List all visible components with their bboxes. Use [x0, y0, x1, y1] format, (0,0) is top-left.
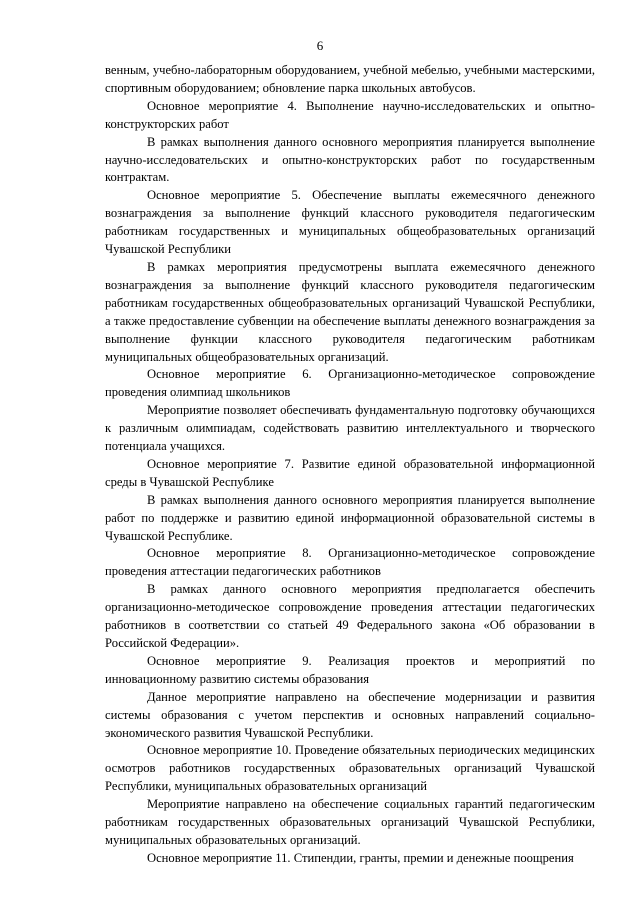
- activity-heading-4: Основное мероприятие 4. Выполнение научно-исследовательских и опытно-конструкторских работ: [105, 98, 595, 131]
- activity-description-7: В рамках выполнения данного основного мероприятия планируется выполнение работ по поддержке и развитию единой информационной образовательной системы в Чувашской Республике.: [105, 492, 595, 543]
- activity-description-4: В рамках выполнения данного основного мероприятия планируется выполнение научно-исследовательских и опытно-конструкторских работ по государственным контрактам.: [105, 134, 595, 185]
- activity-description-8: В рамках данного основного мероприятия предполагается обеспечить организационно-методическое сопровождение проведения аттестации педагогических работников в соответствии со статьей 49 Федерального закона «Об образовании в Российской Федерации».: [105, 582, 595, 650]
- activity-description-10: Мероприятие направлено на обеспечение социальных гарантий педагогическим работникам государственных образовательных организаций Чувашской Республики, муниципальных образовательных организаций.: [105, 797, 595, 847]
- activity-heading-7: Основное мероприятие 7. Развитие единой образовательной информационной среды в Чувашской Республике: [105, 456, 595, 489]
- activity-heading-10: Основное мероприятие 10. Проведение обязательных периодических медицинских осмотров работников государственных образовательных организаций Чувашской Республики, муниципальных образовательных организаций: [105, 743, 595, 794]
- activity-heading-11: Основное мероприятие 11. Стипендии, гранты, премии и денежные поощрения: [147, 850, 574, 865]
- activity-description-5: В рамках мероприятия предусмотрены выплата ежемесячного денежного вознаграждения за выполнение функций классного руководителя педагогическим работникам государственных общеобразовательных организаций Чувашской Республики, а также предоставление субвенции на обеспечение выплаты денежного вознаграждения за выполнение функции классного руководителя педагогическим работникам муниципальных общеобразовательных организаций.: [105, 259, 595, 364]
- activity-heading-6: Основное мероприятие 6. Организационно-методическое сопровождение проведения олимпиад школьников: [105, 367, 595, 400]
- document-body: [105, 62, 595, 868]
- activity-heading-9: Основное мероприятие 9. Реализация проектов и мероприятий по инновационному развитию системы образования: [105, 653, 595, 686]
- activity-description-6: Мероприятие позволяет обеспечивать фундаментальную подготовку обучающихся к различным олимпиадам, содействовать развитию интеллектуального и творческого потенциала учащихся.: [105, 403, 595, 454]
- activity-heading-5: Основное мероприятие 5. Обеспечение выплаты ежемесячного денежного вознаграждения за выполнение функций классного руководителя педагогическим работникам государственных и муниципальных общеобразовательных организаций Чувашской Республики: [105, 188, 595, 257]
- page-number: 6: [316, 38, 324, 53]
- paragraph-continuation: венным, учебно-лабораторным оборудованием, учебной мебелью, учебными мастерскими, спортивным оборудованием; обновление парка школьных автобусов.: [105, 63, 595, 95]
- activity-heading-8: Основное мероприятие 8. Организационно-методическое сопровождение проведения аттестации педагогических работников: [105, 546, 595, 579]
- activity-description-9: Данное мероприятие направлено на обеспечение модернизации и развития системы образования с учетом перспектив и основных направлений социально-экономического развития Чувашской Республики.: [105, 689, 595, 740]
